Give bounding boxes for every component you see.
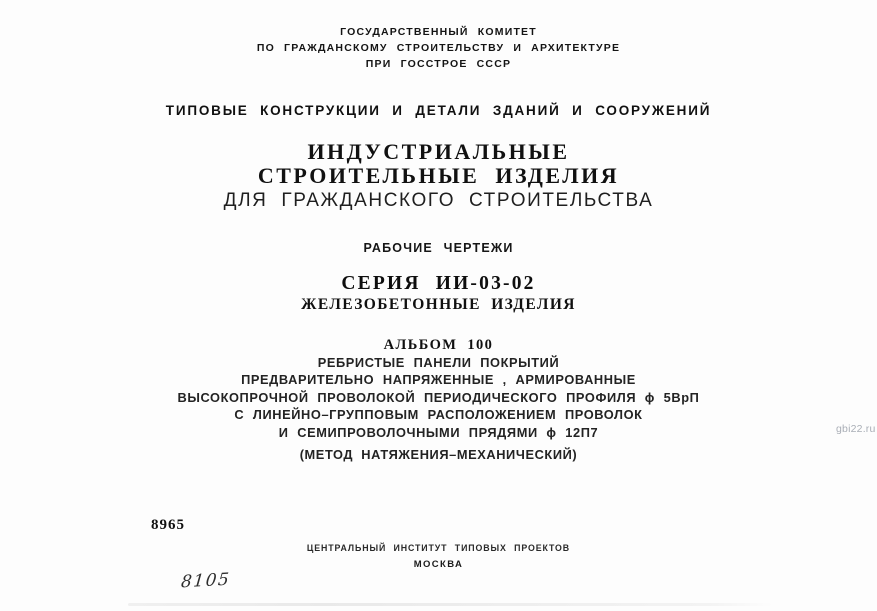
album-line-3: ВЫСОКОПРОЧНОЙ ПРОВОЛОКОЙ ПЕРИОДИЧЕСКОГО ПРОФИЛЯ ϕ 5ВрП [177,389,700,405]
series-banner: ТИПОВЫЕ КОНСТРУКЦИИ И ДЕТАЛИ ЗДАНИЙ И СООРУЖЕНИЙ [165,103,712,118]
album-line-1: РЕБРИСТЫЕ ПАНЕЛИ ПОКРЫТИЙ [317,355,560,370]
album-line-2: ПРЕДВАРИТЕЛЬНО НАПРЯЖЕННЫЕ , АРМИРОВАННЫЕ [241,372,636,388]
working-drawings-label: РАБОЧИЕ ЧЕРТЕЖИ [363,241,514,255]
catalog-number: 8965 [151,517,185,533]
main-title [0,140,877,214]
album-line-4: С ЛИНЕЙНО–ГРУППОВЫМ РАСПОЛОЖЕНИЕМ ПРОВОЛОК [234,407,643,423]
series-block [0,273,877,314]
tension-method-note: (МЕТОД НАТЯЖЕНИЯ–МЕХАНИЧЕСКИЙ) [299,447,578,463]
org-line-3: ПРИ ГОССТРОЕ СССР [365,58,512,70]
handwritten-inventory-number: 8105 [180,569,232,593]
site-watermark: gbi22.ru [836,423,876,435]
album-line-5: И СЕМИПРОВОЛОЧНЫМИ ПРЯДЯМИ ϕ 12П7 [278,424,599,440]
main-title-line-1: ИНДУСТРИАЛЬНЫЕ [307,139,570,164]
main-title-line-3: ДЛЯ ГРАЖДАНСКОГО СТРОИТЕЛЬСТВА [223,190,654,211]
org-line-1: ГОСУДАРСТВЕННЫЙ КОМИТЕТ [340,26,537,38]
city-label: МОСКВА [413,559,464,570]
series-number: СЕРИЯ ИИ-03-02 [341,273,536,294]
main-title-line-2: СТРОИТЕЛЬНЫЕ ИЗДЕЛИЯ [257,163,620,188]
scan-edge-artifact [128,603,773,606]
album-title: АЛЬБОМ 100 [383,337,494,353]
institute-name: ЦЕНТРАЛЬНЫЙ ИНСТИТУТ ТИПОВЫХ ПРОЕКТОВ [306,543,571,553]
issuing-organization [0,0,877,72]
org-line-2: ПО ГРАЖДАНСКОМУ СТРОИТЕЛЬСТВУ И АРХИТЕКТУРЕ [256,42,621,54]
series-subtitle: ЖЕЛЕЗОБЕТОННЫЕ ИЗДЕЛИЯ [301,296,576,313]
album-block [0,336,877,462]
